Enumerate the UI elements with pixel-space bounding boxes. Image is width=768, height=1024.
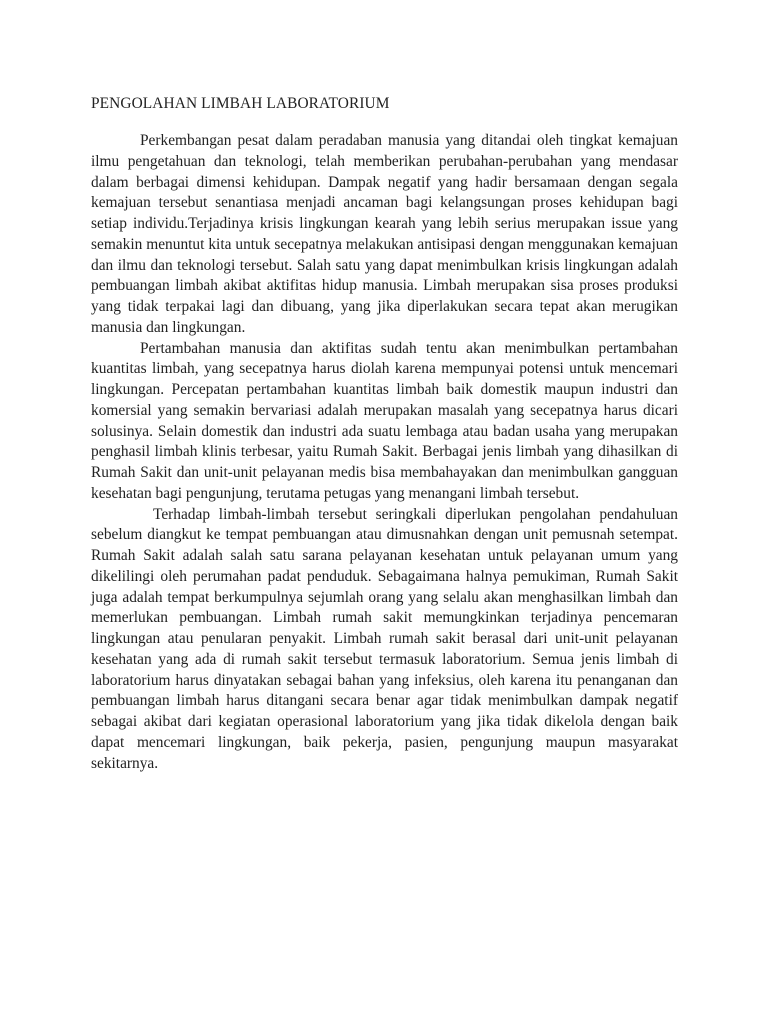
paragraph-3: Terhadap limbah-limbah tersebut seringkali diperlukan pengolahan pendahuluan sebelum diangkut ke tempat pembuangan atau dimusnahkan dengan unit pemusnah setempat. Rumah Sakit adalah salah satu sarana pelayanan kesehatan untuk pelayanan umum yang dikelilingi oleh perumahan padat penduduk. Sebagaimana halnya pemukiman, Rumah Sakit juga adalah tempat berkumpulnya sejumlah orang yang selalu akan menghasilkan limbah dan memerlukan pembuangan. Limbah rumah sakit memungkinkan terjadinya pencemaran lingkungan atau penularan penyakit. Limbah rumah sakit berasal dari unit-unit pelayanan kesehatan yang ada di rumah sakit tersebut termasuk laboratorium. Semua jenis limbah di laboratorium harus dinyatakan sebagai bahan yang infeksius, oleh karena itu penanganan dan pembuangan limbah harus ditangani secara benar agar tidak menimbulkan dampak negatif sebagai akibat dari kegiatan operasional laboratorium yang jika tidak dikelola dengan baik dapat mencemari lingkungan, baik pekerja, pasien, pengunjung maupun masyarakat sekitarnya.: [91, 505, 678, 772]
paragraph-2: Pertambahan manusia dan aktifitas sudah tentu akan menimbulkan pertambahan kuantitas limbah, yang secepatnya harus diolah karena mempunyai potensi untuk mencemari lingkungan. Percepatan pertambahan kuantitas limbah baik domestik maupun industri dan komersial yang semakin bervariasi adalah merupakan masalah yang secepatnya harus dicari solusinya. Selain domestik dan industri ada suatu lembaga atau badan usaha yang merupakan penghasil limbah klinis terbesar, yaitu Rumah Sakit. Berbagai jenis limbah yang dihasilkan di Rumah Sakit dan unit-unit pelayanan medis bisa membahayakan dan menimbulkan gangguan kesehatan bagi pengunjung, terutama petugas yang menangani limbah tersebut.: [91, 339, 678, 502]
paragraph-1: Perkembangan pesat dalam peradaban manusia yang ditandai oleh tingkat kemajuan ilmu pengetahuan dan teknologi, telah memberikan perubahan-perubahan yang mendasar dalam berbagai dimensi kehidupan. Dampak negatif yang hadir bersamaan dengan segala kemajuan tersebut senantiasa menjadi ancaman bagi kelangsungan proses kehidupan bagi setiap individu.Terjadinya krisis lingkungan kearah yang lebih serius merupakan issue yang semakin menuntut kita untuk secepatnya melakukan antisipasi dengan menggunakan kemajuan dan ilmu dan teknologi tersebut. Salah satu yang dapat menimbulkan krisis lingkungan adalah pembuangan limbah akibat aktifitas hidup manusia. Limbah merupakan sisa proses produksi yang tidak terpakai lagi dan dibuang, yang jika diperlakukan secara tepat akan merugikan manusia dan lingkungan.: [91, 132, 678, 336]
document-title: PENGOLAHAN LIMBAH LABORATORIUM: [91, 95, 390, 112]
document-body: [91, 93, 678, 774]
